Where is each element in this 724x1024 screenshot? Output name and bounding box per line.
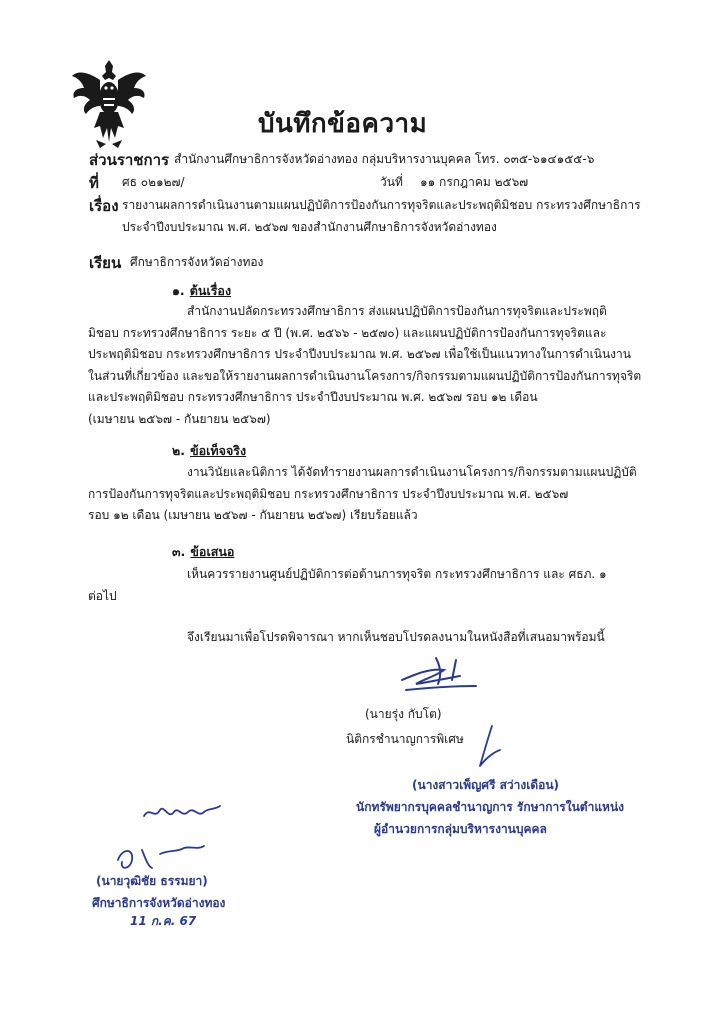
section-3-title: ข้อเสนอ bbox=[190, 544, 235, 559]
date-value: ๑๑ กรกฎาคม ๒๕๖๗ bbox=[420, 175, 529, 189]
section-1-line: และประพฤติมิชอบ กระทรวงศึกษาธิการ ประจำปีงบประมาณ พ.ศ. ๒๕๖๗ รอบ ๑๒ เดือน bbox=[88, 390, 538, 404]
section-3-line: ต่อไป bbox=[88, 588, 117, 603]
section-2-number: ๒. bbox=[172, 443, 185, 458]
garuda-emblem-icon bbox=[70, 58, 148, 150]
ref-label: ที่ bbox=[89, 174, 99, 192]
reviewer-position-line2: ผู้อำนวยการกลุ่มบริหารงานบุคคล bbox=[374, 822, 547, 836]
section-1-heading bbox=[172, 280, 231, 301]
section-2-heading bbox=[172, 440, 246, 461]
section-2-title: ข้อเท็จจริง bbox=[190, 443, 247, 458]
section-1-title: ต้นเรื่อง bbox=[189, 283, 232, 298]
subject-label: เรื่อง bbox=[89, 197, 119, 215]
section-1-number: ๑. bbox=[172, 283, 185, 298]
section-2-body bbox=[88, 462, 640, 527]
signer-signature-icon bbox=[396, 650, 486, 698]
subject-line1: รายงานผลการดำเนินงานตามแผนปฏิบัติการป้องกันการทุจริตและประพฤติมิชอบ กระทรวงศึกษาธิการ bbox=[122, 198, 641, 212]
to-label: เรียน bbox=[89, 254, 122, 272]
section-1-line: (เมษายน ๒๕๖๗ - กันยายน ๒๕๖๗) bbox=[88, 411, 271, 426]
to-value: ศึกษาธิการจังหวัดอ่างทอง bbox=[130, 255, 264, 269]
signer-name: (นายรุ่ง กับโต) bbox=[365, 707, 442, 721]
reviewer-signature-icon bbox=[470, 722, 510, 772]
approver-position: ศึกษาธิการจังหวัดอ่างทอง bbox=[92, 896, 226, 910]
section-2-line: รอบ ๑๒ เดือน (เมษายน ๒๕๖๗ - กันยายน ๒๕๖๗) เรียบร้อยแล้ว bbox=[88, 508, 418, 522]
reviewer-position-line1: นักทรัพยากรบุคคลชำนาญการ รักษาการในตำแหน่ง bbox=[356, 800, 625, 814]
subject-line2: ประจำปีงบประมาณ พ.ศ. ๒๕๖๗ ของสำนักงานศึกษาธิการจังหวัดอ่างทอง bbox=[122, 220, 497, 234]
agency-value: สำนักงานศึกษาธิการจังหวัดอ่างทอง กลุ่มบริหารงานบุคคล โทร. ๐๓๕-๖๑๔๑๕๕-๖ bbox=[174, 152, 595, 166]
section-1-line: ประพฤติมิชอบ กระทรวงศึกษาธิการ ประจำปีงบประมาณ พ.ศ. ๒๕๖๗ เพื่อใช้เป็นแนวทางในการดำเนินงาน bbox=[88, 347, 631, 361]
section-1-line: ในส่วนที่เกี่ยวข้อง และขอให้รายงานผลการดำเนินงานโครงการ/กิจกรรมตามแผนปฏิบัติการป้องกันการทุจริต bbox=[88, 368, 642, 383]
section-2-line: งานวินัยและนิติการ ได้จัดทำรายงานผลการดำเนินงานโครงการ/กิจกรรมตามแผนปฏิบัติ bbox=[187, 465, 637, 479]
section-2-line: การป้องกันการทุจริตและประพฤติมิชอบ กระทรวงศึกษาธิการ ประจำปีงบประมาณ พ.ศ. ๒๕๖๗ bbox=[88, 486, 569, 501]
reviewer-name: (นางสาวเพ็ญศรี สว่างเดือน) bbox=[412, 778, 560, 792]
section-3-number: ๓. bbox=[172, 544, 186, 559]
section-3-line: เห็นควรรายงานศูนย์ปฏิบัติการต่อต้านการทุจริต กระทรวงศึกษาธิการ และ ศธภ. ๑ bbox=[187, 567, 607, 581]
section-1-body bbox=[88, 301, 640, 430]
acknowledgement-mark-icon bbox=[140, 798, 224, 826]
section-1-line: สำนักงานปลัดกระทรวงศึกษาธิการ ส่งแผนปฏิบัติการป้องกันการทุจริตและประพฤติ bbox=[187, 304, 607, 318]
closing-text: จึงเรียนมาเพื่อโปรดพิจารณา หากเห็นชอบโปรดลงนามในหนังสือที่เสนอมาพร้อมนี้ bbox=[187, 630, 605, 644]
memo-title: บันทึกข้อความ bbox=[258, 109, 428, 139]
signer-position: นิติกรชำนาญการพิเศษ bbox=[346, 732, 464, 746]
agency-label: ส่วนราชการ bbox=[89, 151, 170, 169]
date-label: วันที่ bbox=[380, 175, 403, 189]
section-3-body bbox=[88, 564, 640, 607]
section-3-heading bbox=[172, 541, 234, 562]
ref-value: ศธ ๐๒๑๒๗/ bbox=[122, 175, 185, 189]
approver-name: (นายวุฒิชัย ธรรมยา) bbox=[96, 874, 208, 888]
approver-date-note: 11 ก.ค. 67 bbox=[130, 914, 197, 928]
approver-signature-icon bbox=[112, 840, 208, 874]
section-1-line: มิชอบ กระทรวงศึกษาธิการ ระยะ ๕ ปี (พ.ศ. ๒๕๖๖ - ๒๕๗๐) และแผนปฏิบัติการป้องกันการทุจริตและ bbox=[88, 325, 607, 340]
